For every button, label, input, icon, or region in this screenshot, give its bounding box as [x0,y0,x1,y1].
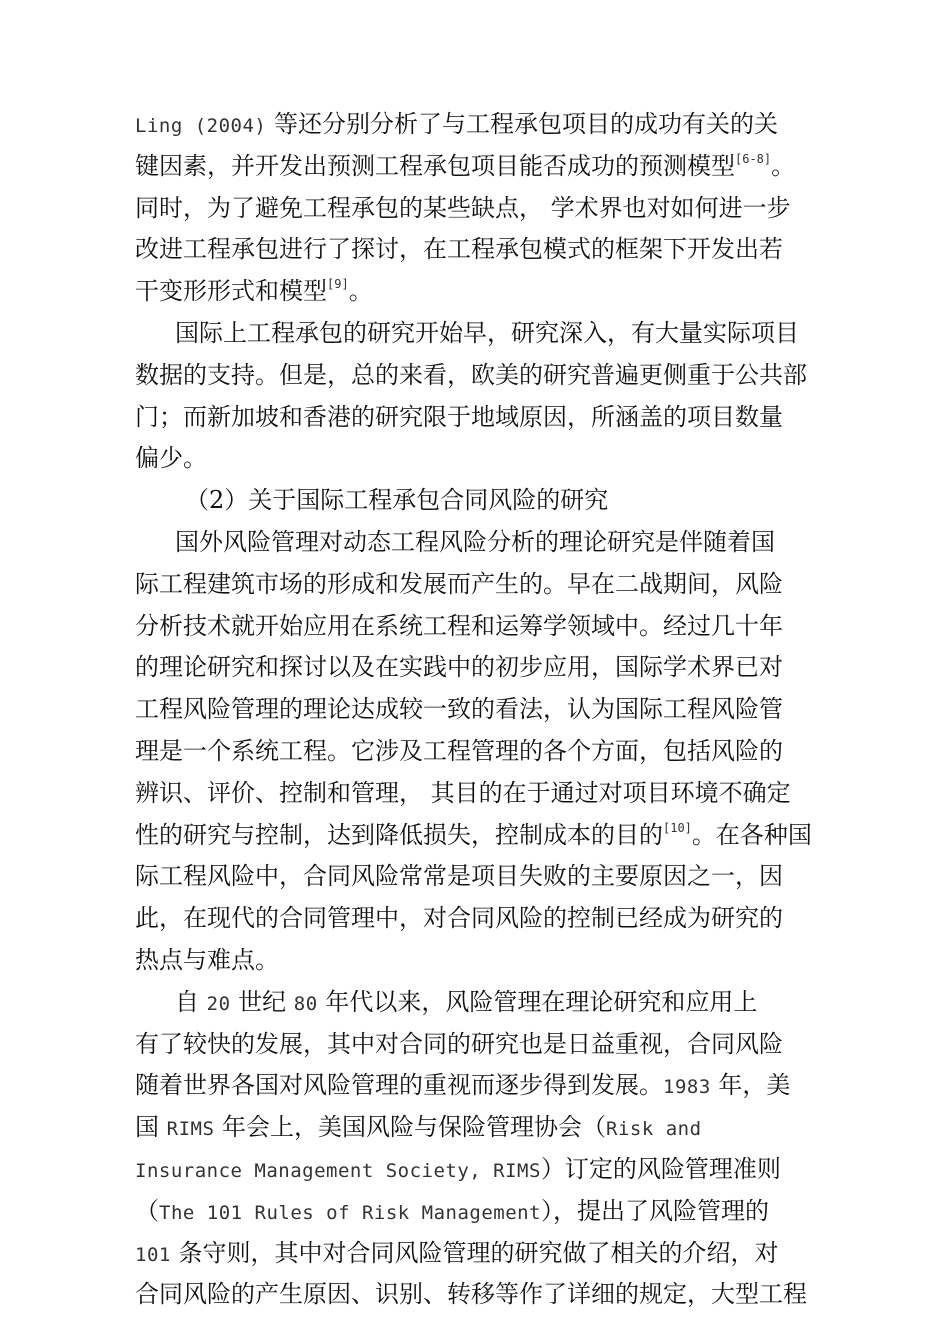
text-run: 自 [175,987,207,1016]
text-line [135,606,827,648]
text-line [135,1107,827,1149]
text-line [135,856,827,898]
text-line [135,1149,827,1191]
text-run: RIMS [166,1118,215,1141]
text-run: 键因素，并开发出预测工程承包项目能否成功的预测模型 [135,151,735,180]
text-line [135,731,827,773]
text-line [135,647,827,689]
document-body [135,104,827,1316]
text-run: 20 [206,992,231,1015]
text-run: （ [135,1196,159,1225]
text-line [135,940,827,982]
text-run: 干变形形式和模型 [135,277,327,306]
text-run: 世纪 [230,987,294,1016]
text-line [135,271,827,313]
text-line [135,1191,827,1233]
text-run: The 101 Rules of Risk Management [159,1201,542,1224]
text-run: 1983 [663,1076,711,1099]
text-run: Ling (2004) [135,115,267,137]
text-line [135,689,827,731]
text-run: 有了较快的发展，其中对合同的研究也是日益重视，合同风险 [135,1029,783,1058]
text-run: 改进工程承包进行了探讨，在工程承包模式的框架下开发出若 [135,235,783,264]
text-run: 随着世界各国对风险管理的重视而逐步得到发展。 [135,1071,663,1100]
text-run: （2）关于国际工程承包合同风险的研究 [185,486,609,515]
text-run: 。 [348,277,373,306]
text-run: 。在各种国 [691,820,812,849]
text-line [135,1065,827,1107]
text-run: 际工程风险中，合同风险常常是项目失败的主要原因之一，因 [135,862,783,891]
text-run: 理是一个系统工程。它涉及工程管理的各个方面，包括风险的 [135,736,783,765]
text-line [135,313,827,355]
text-run: 国际上工程承包的研究开始早，研究深入，有大量实际项目 [175,318,799,347]
text-line [135,1024,827,1066]
text-line [135,773,827,815]
text-run: 偏少。 [135,444,207,473]
text-run: 国 [135,1113,167,1142]
text-line [135,438,827,480]
text-line [135,229,827,271]
text-run: Risk and [606,1118,702,1141]
text-run: 工程风险管理的理论达成较一致的看法，认为国际工程风险管 [135,695,783,724]
text-line [135,564,827,606]
text-line [135,146,827,188]
text-line [135,1274,827,1316]
text-run: 年会上，美国风险与保险管理协会（ [214,1113,607,1142]
text-run: 国外风险管理对动态工程风险分析的理论研究是伴随着国 [175,527,775,556]
text-run: 热点与难点。 [135,945,279,974]
text-line [135,355,827,397]
text-run: 101 [135,1243,171,1266]
text-run: 辨识、评价、控制和管理， 其目的在于通过对项目环境不确定 [135,778,791,807]
text-run: 。 [771,151,796,180]
text-run: 际工程建筑市场的形成和发展而产生的。早在二战期间，风险 [135,569,783,598]
text-run: Insurance Management Society, RIMS [135,1159,541,1182]
text-run: 年，美 [710,1071,791,1100]
text-line [135,1233,827,1275]
text-run: 等还分别分析了与工程承包项目的成功有关的关 [266,110,778,138]
citation-ref: [6-8] [735,151,772,166]
citation-ref: [9] [327,277,349,292]
text-line [135,397,827,439]
text-line [135,480,827,522]
text-line [135,104,827,146]
text-run: 80 [293,992,318,1015]
text-run: 门；而新加坡和香港的研究限于地域原因，所涵盖的项目数量 [135,402,783,431]
text-run: 合同风险的产生原因、识别、转移等作了详细的规定，大型工程 [135,1280,807,1309]
text-run: 同时，为了避免工程承包的某些缺点， 学术界也对如何进一步 [135,193,791,222]
text-run: 分析技术就开始应用在系统工程和运筹学领域中。经过几十年 [135,611,783,640]
text-run: ），提出了风险管理的 [541,1196,770,1225]
text-line [135,815,827,857]
text-run: 此，在现代的合同管理中，对合同风险的控制已经成为研究的 [135,904,783,933]
text-line [135,982,827,1024]
text-run: 性的研究与控制，达到降低损失，控制成本的目的 [135,820,663,849]
citation-ref: [10] [663,820,692,835]
text-line [135,188,827,230]
text-run: 条守则，其中对合同风险管理的研究做了相关的介绍，对 [170,1238,779,1267]
text-run: ）订定的风险管理准则 [540,1154,781,1183]
text-line [135,898,827,940]
text-line [135,522,827,564]
text-run: 年代以来，风险管理在理论研究和应用上 [317,987,758,1016]
text-run: 数据的支持。但是，总的来看，欧美的研究普遍更侧重于公共部 [135,360,807,389]
text-run: 的理论研究和探讨以及在实践中的初步应用，国际学术界已对 [135,653,783,682]
